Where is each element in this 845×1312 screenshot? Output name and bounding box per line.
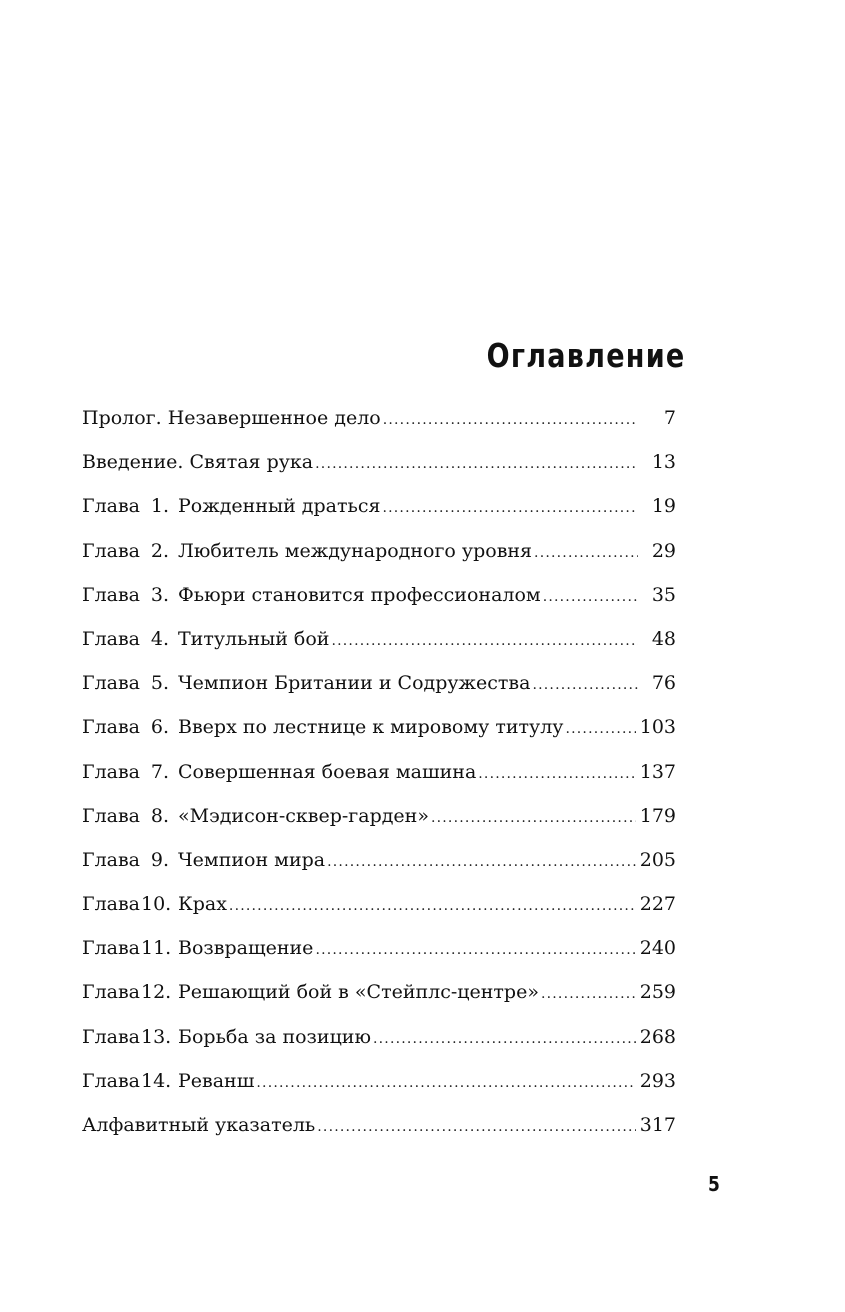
toc-entry[interactable] bbox=[82, 529, 676, 573]
toc-entry-heading bbox=[82, 1103, 315, 1147]
chapter-number: 11. bbox=[141, 937, 172, 960]
dot-leader bbox=[256, 1061, 635, 1105]
entry-title: Борьба за позицию bbox=[178, 1025, 371, 1048]
dot-leader bbox=[317, 1105, 635, 1149]
toc-entry-heading bbox=[82, 529, 532, 573]
entry-page-number: 13 bbox=[651, 451, 676, 474]
toc-entry[interactable] bbox=[82, 617, 676, 661]
dot-leader bbox=[543, 575, 638, 619]
toc-entry[interactable] bbox=[82, 750, 676, 794]
entry-page-number: 19 bbox=[651, 495, 676, 518]
dot-leader bbox=[327, 840, 636, 884]
chapter-number: 3. bbox=[150, 583, 169, 606]
entry-page-number: 179 bbox=[639, 804, 676, 827]
chapter-number: 7. bbox=[150, 760, 169, 783]
dot-leader bbox=[478, 752, 635, 796]
toc-entry[interactable] bbox=[82, 1103, 676, 1147]
toc-entry-heading bbox=[82, 750, 476, 794]
page-number: 5 bbox=[708, 1172, 720, 1196]
dot-leader bbox=[331, 619, 638, 663]
dot-leader bbox=[383, 398, 638, 442]
entry-title: Возвращение bbox=[178, 937, 314, 960]
chapter-number: 13. bbox=[141, 1025, 172, 1048]
entry-title: Чемпион мира bbox=[178, 848, 326, 871]
entry-title: Пролог. Незавершенное дело bbox=[82, 407, 381, 429]
chapter-label: Глава bbox=[82, 627, 141, 650]
dot-leader bbox=[315, 928, 635, 972]
entry-title: «Мэдисон-сквер-гарден» bbox=[178, 804, 429, 827]
entry-page-number: 29 bbox=[651, 539, 676, 562]
entry-page-number: 268 bbox=[639, 1025, 676, 1048]
chapter-number: 10. bbox=[141, 893, 172, 916]
chapter-label: Глава bbox=[82, 495, 141, 518]
chapter-label: Глава bbox=[82, 539, 141, 562]
dot-leader bbox=[382, 486, 638, 530]
entry-title: Алфавитный указатель bbox=[82, 1114, 316, 1136]
chapter-label: Глава bbox=[82, 981, 141, 1004]
toc-entry[interactable] bbox=[82, 396, 676, 440]
toc-entry[interactable] bbox=[82, 484, 676, 528]
chapter-label: Глава bbox=[82, 760, 141, 783]
entry-page-number: 76 bbox=[651, 672, 676, 695]
dot-leader bbox=[431, 796, 636, 840]
entry-title: Чемпион Британии и Содружества bbox=[178, 672, 531, 695]
entry-title: Решающий бой в «Стейплс-центре» bbox=[178, 981, 539, 1004]
chapter-number: 9. bbox=[150, 848, 169, 871]
entry-page-number: 240 bbox=[639, 937, 676, 960]
toc-entry[interactable] bbox=[82, 970, 676, 1014]
chapter-label: Глава bbox=[82, 716, 141, 739]
toc-title: Оглавление bbox=[486, 336, 685, 375]
chapter-label: Глава bbox=[82, 1025, 141, 1048]
chapter-number: 5. bbox=[150, 672, 169, 695]
entry-page-number: 205 bbox=[639, 848, 676, 871]
toc-entry-heading bbox=[82, 396, 381, 440]
entry-page-number: 293 bbox=[639, 1069, 676, 1092]
toc-entry-heading bbox=[82, 1059, 254, 1103]
toc-list bbox=[82, 396, 676, 1147]
toc-entry-heading bbox=[82, 573, 541, 617]
entry-title: Вверх по лестнице к мировому титулу bbox=[178, 716, 564, 739]
dot-leader bbox=[229, 884, 636, 928]
entry-title: Совершенная боевая машина bbox=[178, 760, 477, 783]
toc-entry-heading bbox=[82, 970, 539, 1014]
toc-entry[interactable] bbox=[82, 661, 676, 705]
toc-entry[interactable] bbox=[82, 1059, 676, 1103]
chapter-label: Глава bbox=[82, 672, 141, 695]
toc-entry-heading bbox=[82, 705, 563, 749]
toc-entry-heading bbox=[82, 440, 313, 484]
toc-entry-heading bbox=[82, 882, 227, 926]
dot-leader bbox=[532, 663, 638, 707]
chapter-number: 4. bbox=[150, 627, 169, 650]
toc-entry[interactable] bbox=[82, 882, 676, 926]
chapter-label: Глава bbox=[82, 893, 141, 916]
toc-entry-heading bbox=[82, 661, 530, 705]
dot-leader bbox=[315, 442, 638, 486]
toc-entry-heading bbox=[82, 838, 325, 882]
toc-entry[interactable] bbox=[82, 1015, 676, 1059]
chapter-number: 12. bbox=[141, 981, 172, 1004]
dot-leader bbox=[534, 531, 638, 575]
entry-page-number: 35 bbox=[651, 583, 676, 606]
entry-title: Титульный бой bbox=[178, 627, 330, 650]
entry-title: Реванш bbox=[178, 1069, 255, 1092]
toc-entry[interactable] bbox=[82, 705, 676, 749]
dot-leader bbox=[565, 707, 635, 751]
entry-page-number: 103 bbox=[639, 716, 676, 739]
entry-page-number: 7 bbox=[663, 407, 676, 429]
toc-entry[interactable] bbox=[82, 926, 676, 970]
chapter-label: Глава bbox=[82, 804, 141, 827]
entry-page-number: 48 bbox=[651, 627, 676, 650]
dot-leader bbox=[373, 1017, 636, 1061]
toc-entry[interactable] bbox=[82, 440, 676, 484]
chapter-number: 2. bbox=[150, 539, 169, 562]
entry-title: Рожденный драться bbox=[178, 495, 381, 518]
chapter-label: Глава bbox=[82, 848, 141, 871]
entry-page-number: 317 bbox=[639, 1114, 676, 1136]
toc-entry-heading bbox=[82, 1015, 371, 1059]
entry-page-number: 137 bbox=[639, 760, 676, 783]
entry-page-number: 259 bbox=[639, 981, 676, 1004]
toc-entry-heading bbox=[82, 926, 313, 970]
entry-title: Введение. Святая рука bbox=[82, 451, 314, 474]
toc-entry-heading bbox=[82, 794, 429, 838]
toc-entry-heading bbox=[82, 484, 380, 528]
entry-title: Фьюри становится профессионалом bbox=[178, 583, 541, 606]
chapter-number: 1. bbox=[150, 495, 169, 518]
chapter-label: Глава bbox=[82, 937, 141, 960]
entry-page-number: 227 bbox=[639, 893, 676, 916]
chapter-label: Глава bbox=[82, 1069, 141, 1092]
chapter-number: 14. bbox=[141, 1069, 172, 1092]
chapter-number: 8. bbox=[150, 804, 169, 827]
toc-entry[interactable] bbox=[82, 838, 676, 882]
chapter-number: 6. bbox=[150, 716, 169, 739]
toc-entry[interactable] bbox=[82, 794, 676, 838]
entry-title: Крах bbox=[178, 893, 227, 916]
chapter-label: Глава bbox=[82, 583, 141, 606]
toc-entry[interactable] bbox=[82, 573, 676, 617]
toc-entry-heading bbox=[82, 617, 329, 661]
entry-title: Любитель международного уровня bbox=[178, 539, 533, 562]
dot-leader bbox=[541, 972, 636, 1016]
